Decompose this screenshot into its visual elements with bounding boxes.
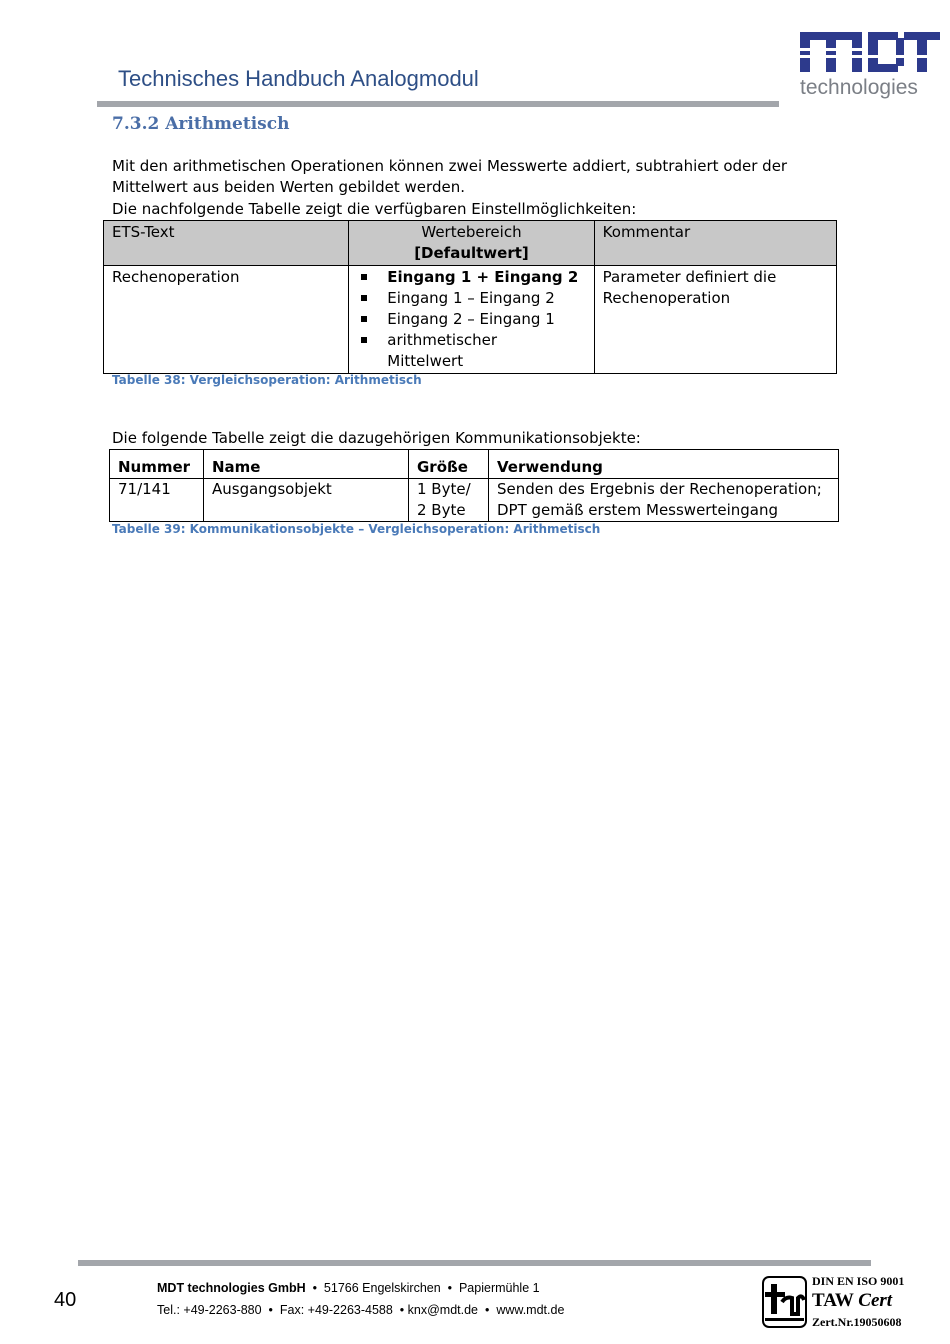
size-line: 2 Byte [417,501,466,519]
address-city: 51766 Engelskirchen [323,1281,441,1295]
size-line: 1 Byte/ [417,480,471,498]
cell-ets-text: Rechenoperation [104,266,349,374]
header-name: Name [204,450,409,479]
cert-brand [812,1290,892,1312]
objects-intro: Die folgende Tabelle zeigt die dazugehörigen Kommunikationsobjekte: [112,429,641,447]
cert-taw: TAW [812,1290,854,1311]
option-list [357,267,585,372]
company-name: MDT technologies GmbH [157,1281,306,1295]
header-size: Größe [409,450,489,479]
taw-cert-icon [762,1276,807,1328]
footer-rule [78,1260,871,1266]
table-header-row [110,450,839,479]
list-item: Eingang 1 – Eingang 2 [387,288,585,309]
separator-dot: • [309,1281,321,1295]
list-item: Eingang 1 + Eingang 2 [387,267,585,288]
separator-dot: • [396,1303,405,1317]
parameter-table [103,220,837,374]
section-heading: 7.3.2 Arithmetisch [112,114,290,134]
page-number: 40 [54,1289,77,1311]
logo-subtext: technologies [800,76,918,99]
cell-comment [594,266,836,374]
cell-value-range [349,266,594,374]
cert-standard: DIN EN ISO 9001 [812,1274,905,1288]
table-caption: Tabelle 39: Kommunikationsobjekte – Vergleichsoperation: Arithmetisch [112,522,601,536]
cell-size [409,479,489,522]
usage-line: DPT gemäß erstem Messwerteingang [497,501,778,519]
header-range-label: Wertebereich [421,223,522,241]
table-header-row [104,221,837,266]
intro-paragraph-line: Mit den arithmetischen Operationen können zwei Messwerte addiert, subtrahiert oder der [112,157,788,175]
email-link[interactable]: knx@mdt.de [407,1303,479,1317]
option-text-line: Mittelwert [387,352,464,370]
comment-line: Rechenoperation [602,289,731,307]
intro-paragraph-line: Die nachfolgende Tabelle zeigt die verfügbaren Einstellmöglichkeiten: [112,200,637,218]
cell-number: 71/141 [110,479,204,522]
cert-number: Zert.Nr.19050608 [812,1315,902,1329]
website-link[interactable]: www.mdt.de [496,1303,565,1317]
header-ets-text: ETS-Text [104,221,349,266]
header-value-range [349,221,594,266]
intro-paragraph-line: Mittelwert aus beiden Werten gebildet werden. [112,178,465,196]
separator-dot: • [481,1303,493,1317]
separator-dot: • [444,1281,456,1295]
cell-name: Ausgangsobjekt [204,479,409,522]
header-usage: Verwendung [489,450,839,479]
header-default-label: [Defaultwert] [414,244,529,262]
cert-cert: Cert [858,1290,893,1311]
list-item [387,330,585,372]
list-item: Eingang 2 – Eingang 1 [387,309,585,330]
comment-line: Parameter definiert die [602,268,777,286]
fax-number: Fax: +49-2263-4588 [279,1303,393,1317]
footer-address [157,1281,540,1295]
table-row [110,479,839,522]
separator-dot: • [265,1303,277,1317]
header-rule [97,101,779,107]
option-text-line: arithmetischer [387,331,498,349]
footer-contact [157,1303,564,1317]
communication-objects-table [109,449,839,522]
phone-number: Tel.: +49-2263-880 [157,1303,262,1317]
cell-usage [489,479,839,522]
header-number: Nummer [110,450,204,479]
table-row [104,266,837,374]
header-comment: Kommentar [594,221,836,266]
usage-line: Senden des Ergebnis der Rechenoperation; [497,480,822,498]
address-street: Papiermühle 1 [458,1281,540,1295]
document-title: Technisches Handbuch Analogmodul [118,66,479,91]
table-caption: Tabelle 38: Vergleichsoperation: Arithmetisch [112,373,422,387]
